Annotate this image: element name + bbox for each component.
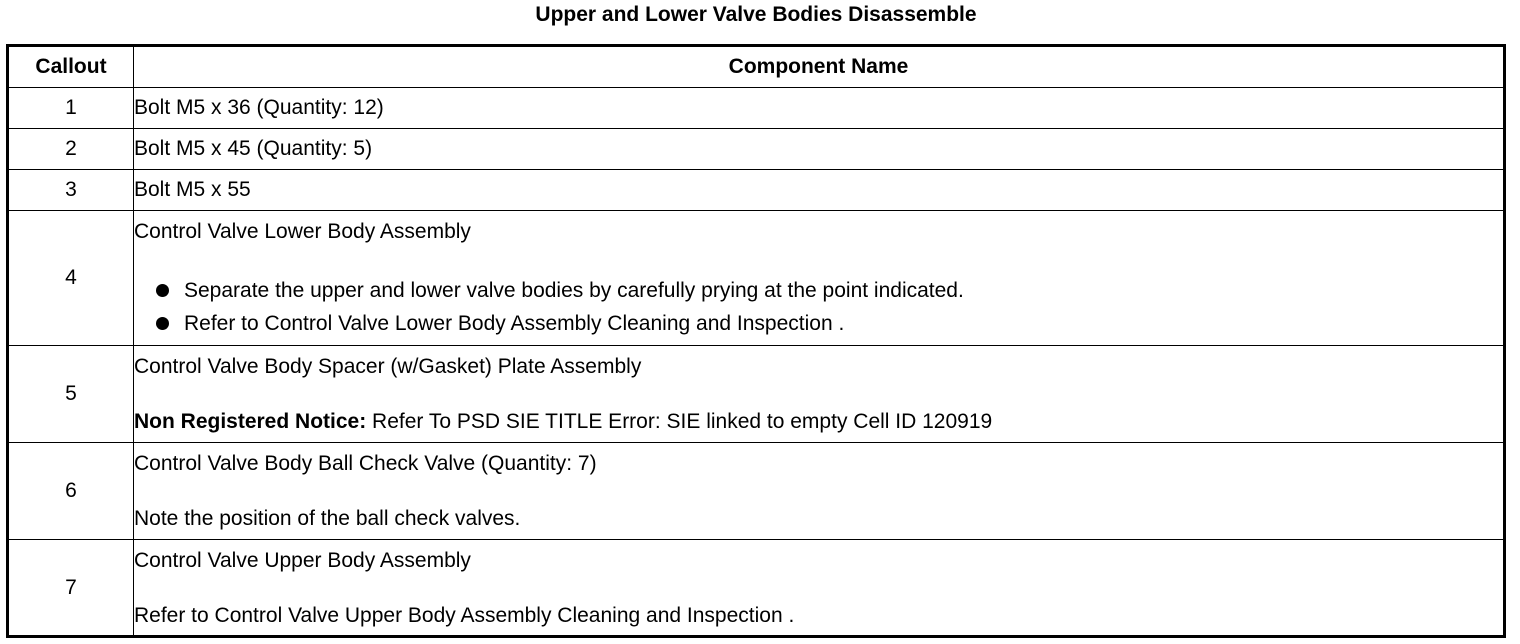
table-row — [8, 129, 1505, 170]
component-name: Bolt M5 x 55 — [134, 170, 1505, 211]
instruction-text: Refer to Control Valve Lower Body Assembly Cleaning and Inspection . — [184, 312, 845, 335]
notice-text: Refer To PSD SIE TITLE Error: SIE linked to empty Cell ID 120919 — [366, 410, 993, 433]
callout-table — [6, 44, 1506, 638]
callout-number: 5 — [8, 346, 134, 443]
table-header-row — [8, 46, 1505, 88]
component-name: Bolt M5 x 45 (Quantity: 5) — [134, 129, 1505, 170]
callout-number: 1 — [8, 88, 134, 129]
instruction-text: Separate the upper and lower valve bodies by carefully prying at the point indicated. — [184, 279, 964, 302]
callout-number: 7 — [8, 540, 134, 637]
component-name: Control Valve Body Spacer (w/Gasket) Plate Assembly — [134, 355, 642, 378]
note-paragraph: Note the position of the ball check valves. — [134, 507, 521, 530]
callout-number: 4 — [8, 211, 134, 346]
bullet-icon — [156, 284, 169, 297]
table-row — [8, 443, 1505, 540]
component-name: Control Valve Lower Body Assembly — [134, 220, 471, 243]
component-cell — [134, 443, 1505, 540]
notice-paragraph — [134, 409, 1503, 441]
component-name: Control Valve Upper Body Assembly — [134, 549, 471, 572]
page-title: Upper and Lower Valve Bodies Disassemble — [535, 3, 977, 26]
callout-number: 6 — [8, 443, 134, 540]
component-cell — [134, 211, 1505, 346]
list-item — [152, 274, 1503, 307]
notice-label: Non Registered Notice: — [134, 410, 367, 433]
note-paragraph: Refer to Control Valve Upper Body Assembly Cleaning and Inspection . — [134, 604, 795, 627]
component-cell — [134, 540, 1505, 637]
component-name-column-header: Component Name — [134, 46, 1505, 88]
callout-number: 2 — [8, 129, 134, 170]
instruction-list — [134, 274, 1503, 345]
list-item — [152, 307, 1503, 340]
table-row — [8, 88, 1505, 129]
callout-number: 3 — [8, 170, 134, 211]
bullet-icon — [156, 317, 169, 330]
table-row — [8, 346, 1505, 443]
component-cell — [134, 346, 1505, 443]
table-row — [8, 540, 1505, 637]
callout-column-header: Callout — [8, 46, 134, 88]
component-name: Bolt M5 x 36 (Quantity: 12) — [134, 88, 1505, 129]
table-row — [8, 211, 1505, 346]
component-name: Control Valve Body Ball Check Valve (Quantity: 7) — [134, 452, 597, 475]
table-row — [8, 170, 1505, 211]
